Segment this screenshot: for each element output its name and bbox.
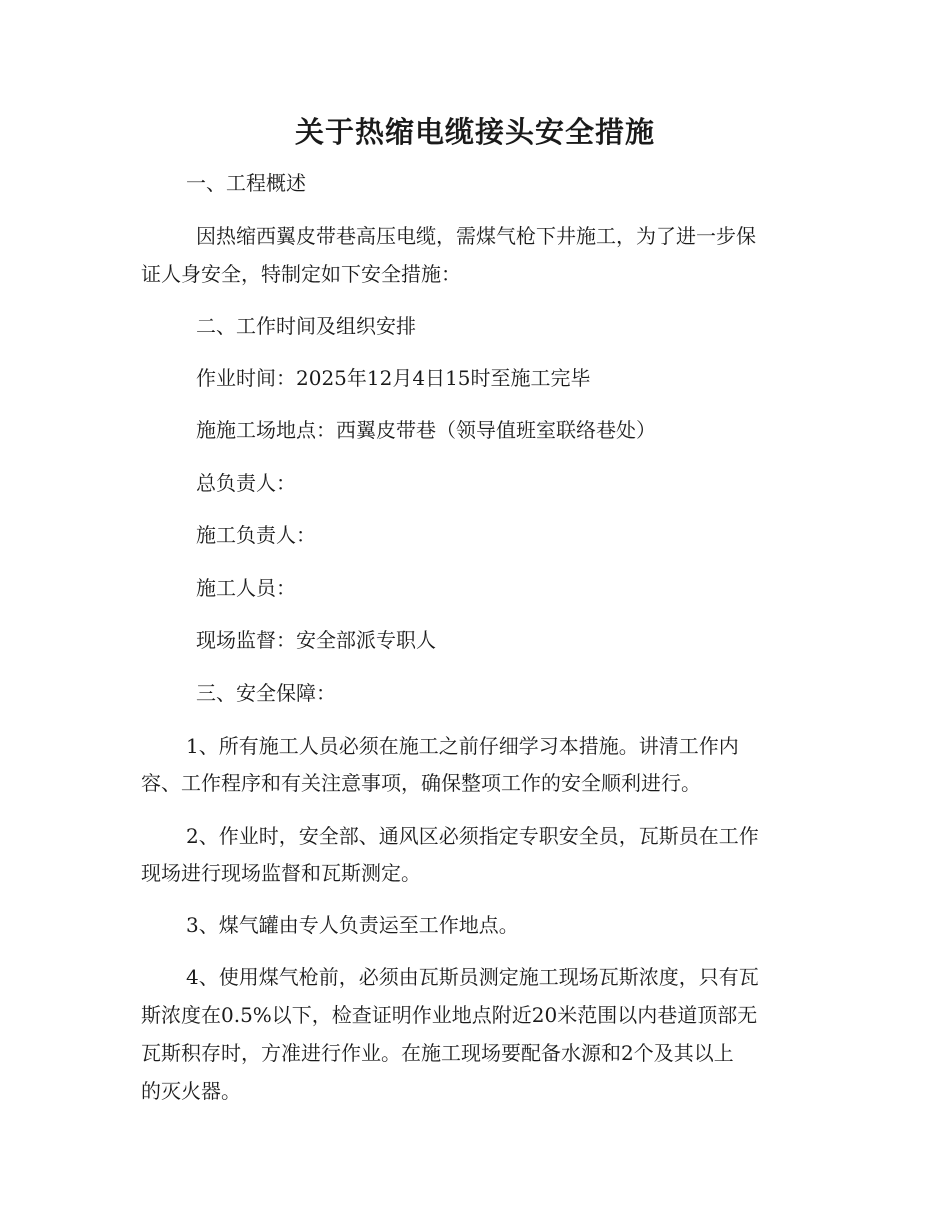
paragraph-line: 的灭火器。 <box>141 1079 241 1103</box>
paragraph-line: 瓦斯积存时，方准进行作业。在施工现场要配备水源和2个及其以上 <box>141 1041 734 1065</box>
paragraph-line: 容、工作程序和有关注意事项，确保整项工作的安全顺利进行。 <box>141 771 701 795</box>
construction-staff-line: 施工人员： <box>196 576 296 600</box>
document-title: 关于热缩电缆接头安全措施 <box>294 115 655 149</box>
work-location-line: 施施工场地点：西翼皮带巷（领导值班室联络巷处） <box>196 418 656 442</box>
paragraph-line: 斯浓度在0.5%以下，检查证明作业地点附近20米范围以内巷道顶部无 <box>141 1003 758 1027</box>
work-time-line: 作业时间：2025年12月4日15时至施工完毕 <box>196 366 591 390</box>
section-heading-safety: 三、安全保障： <box>196 681 336 705</box>
section-heading-schedule: 二、工作时间及组织安排 <box>196 314 416 338</box>
paragraph-line: 因热缩西翼皮带巷高压电缆，需煤气枪下井施工，为了进一步保 <box>196 224 756 248</box>
paragraph-line: 2、作业时，安全部、通风区必须指定专职安全员，瓦斯员在工作 <box>186 824 759 848</box>
paragraph-line: 1、所有施工人员必须在施工之前仔细学习本措施。讲清工作内 <box>186 734 739 758</box>
site-supervision-line: 现场监督：安全部派专职人 <box>196 628 436 652</box>
paragraph-line: 证人身安全，特制定如下安全措施： <box>141 262 461 286</box>
paragraph-line: 现场进行现场监督和瓦斯测定。 <box>141 861 421 885</box>
construction-responsible-line: 施工负责人： <box>196 523 316 547</box>
section-heading-overview: 一、工程概述 <box>186 171 306 195</box>
paragraph-line: 4、使用煤气枪前，必须由瓦斯员测定施工现场瓦斯浓度，只有瓦 <box>186 965 759 989</box>
paragraph-line: 3、煤气罐由专人负责运至工作地点。 <box>186 913 519 937</box>
chief-responsible-line: 总负责人： <box>196 471 296 495</box>
